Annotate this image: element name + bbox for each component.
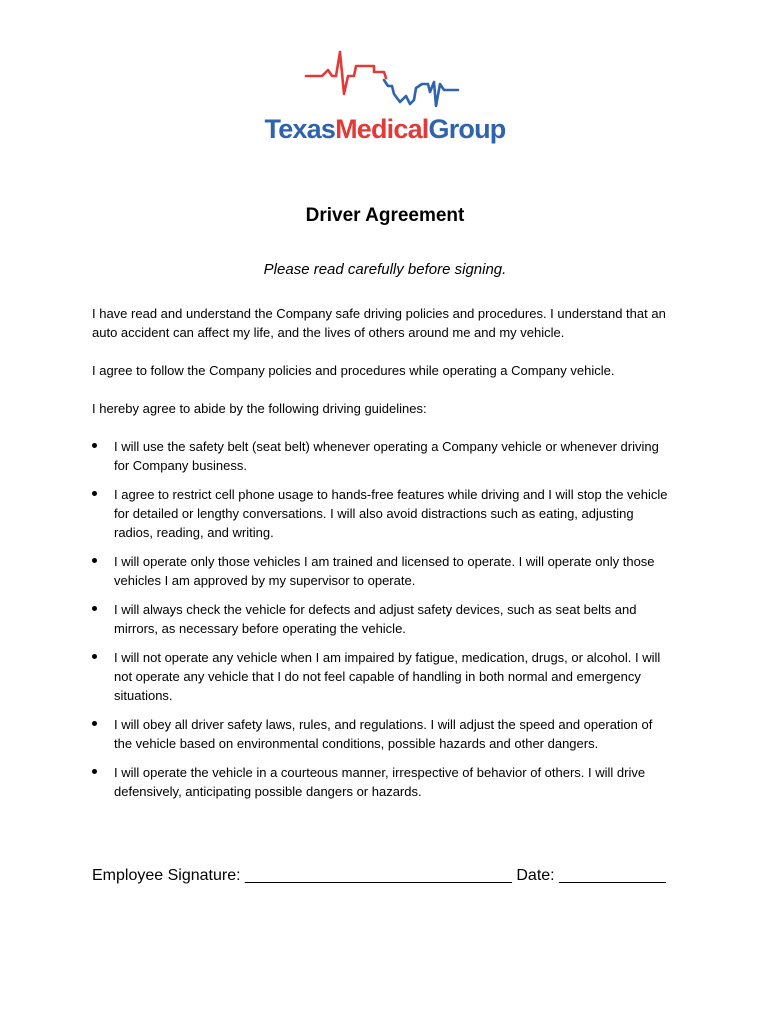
signature-line[interactable]: Employee Signature: ______________________________ Date: ____________: [92, 867, 666, 884]
guidelines-intro: I hereby agree to abide by the following driving guidelines:: [92, 401, 427, 416]
company-logo: [258, 44, 512, 154]
logo-wordmark: TexasMedicalGroup: [264, 114, 506, 144]
page-title: Driver Agreement: [305, 205, 465, 226]
list-item: I will obey all driver safety laws, rules, and regulations. I will adjust the speed and operation of the vehicle based on environmental conditions, possible hazards and other dangers.: [92, 715, 672, 753]
list-item: I will operate only those vehicles I am trained and licensed to operate. I will operate only those vehicles I am approved by my supervisor to operate.: [92, 552, 672, 590]
agreement-paragraph: I agree to follow the Company policies and procedures while operating a Company vehicle.: [92, 363, 615, 378]
list-item: I will always check the vehicle for defects and adjust safety devices, such as seat belts and mirrors, as necessary before operating the vehicle.: [92, 600, 672, 638]
heartbeat-texas-icon: [298, 44, 472, 114]
list-item: I will operate the vehicle in a courteous manner, irrespective of behavior of others. I will drive defensively, anticipating possible dangers or hazards.: [92, 763, 672, 801]
list-item: I will use the safety belt (seat belt) whenever operating a Company vehicle or whenever driving for Company business.: [92, 437, 672, 475]
guidelines-list: [92, 437, 672, 811]
intro-paragraph: I have read and understand the Company safe driving policies and procedures. I understand that an auto accident can affect my life, and the lives of others around me and my vehicle.: [92, 306, 666, 340]
list-item: I will not operate any vehicle when I am impaired by fatigue, medication, drugs, or alcohol. I will not operate any vehicle that I do not feel capable of handling in both normal and emergency situations.: [92, 648, 672, 705]
list-item: I agree to restrict cell phone usage to hands-free features while driving and I will stop the vehicle for detailed or lengthy conversations. I will also avoid distractions such as eating, adjusting radios, reading, and writing.: [92, 485, 672, 542]
page-subtitle: Please read carefully before signing.: [263, 261, 507, 278]
